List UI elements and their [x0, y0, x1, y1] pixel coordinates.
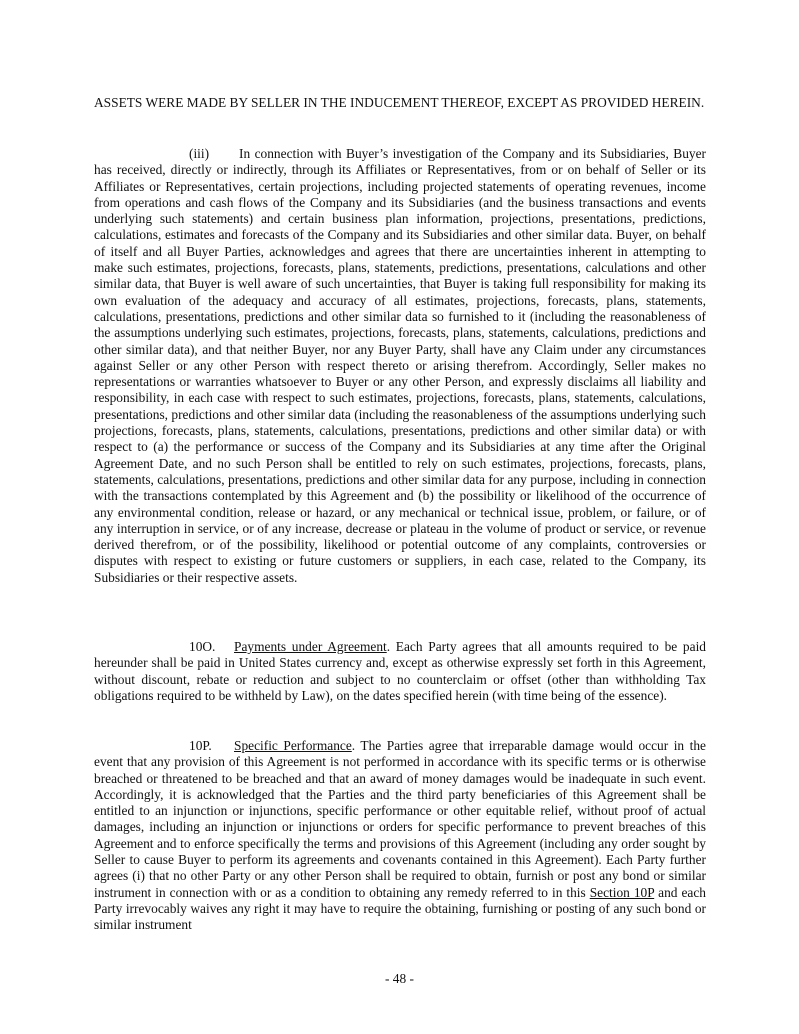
section-text-continued: and each Party irrevocably waives any right it may have to require the obtaining, furnishing or posting of any such bond or similar instrument [94, 884, 706, 933]
page-number: - 48 - [384, 971, 414, 986]
continuation-paragraph [94, 95, 706, 111]
clause-iii [94, 146, 706, 586]
section-10o-paragraph [94, 639, 706, 704]
section-number: 10P. [189, 738, 212, 753]
section-cross-reference: Section 10P [589, 884, 655, 900]
section-10o [94, 639, 706, 704]
clause-iii-paragraph [94, 146, 706, 586]
section-text: . The Parties agree that irreparable damage would occur in the event that any provision of this Agreement is not performed in accordance with its specific terms or is otherwise breached or threatened to be breached and that an award of money damages would be inadequate in such event. Accordingly, it is acknowledged that the Parties and the third party beneficiaries of this Agreement shall be entitled to an injunction or injunctions, specific performance or other equitable relief, without proof of actual damages, including an injunction or injunctions or orders for specific performance to prevent breaches of this Agreement and to enforce specifically the terms and provisions of this Agreement (including any order sought by Seller to cause Buyer to perform its agreements and covenants contained in this Agreement). Each Party further agrees (i) that no other Party or any other Person shall be required to obtain, furnish or post any bond or similar instrument in connection with or as a condition to obtaining any remedy referred to in this [94, 738, 706, 900]
continuation-text: ASSETS WERE MADE BY SELLER IN THE INDUCEMENT THEREOF, EXCEPT AS PROVIDED HEREIN. [94, 95, 705, 110]
section-10p [94, 738, 706, 934]
section-heading: Specific Performance [234, 738, 352, 753]
clause-number: (iii) [189, 146, 210, 161]
section-text: . Each Party agrees that all amounts required to be paid hereunder shall be paid in United States currency and, except as otherwise expressly set forth in this Agreement, without discount, rebate or reduction and subject to no counterclaim or offset (other than withholding Tax obligations required to be withheld by Law), on the dates specified herein (with time being of the essence). [94, 639, 706, 703]
section-10p-paragraph [94, 738, 706, 934]
clause-text: In connection with Buyer’s investigation of the Company and its Subsidiaries, Buyer has received, directly or indirectly, through its Affiliates or Representatives, from or on behalf of Seller or its Affiliates or Representatives, certain projections, including projected statements of operating revenues, income from operations and cash flows of the Company and its Subsidiaries (and the business transactions and events underlying such statements) and certain business plan information, projections, presentations, predictions, calculations, estimates and forecasts of the Company and its Subsidiaries and other similar data. Buyer, on behalf of itself and all Buyer Parties, acknowledges and agrees that there are uncertainties inherent in attempting to make such estimates, projections, forecasts, plans, statements, predictions, presentations, calculations and other similar data, that Buyer is well aware of such uncertainties, that Buyer is taking full responsibility for making its own evaluation of the adequacy and accuracy of all estimates, projections, forecasts, plans, statements, calculations, presentations, predictions and other similar data so furnished to it (including the reasonableness of the assumptions underlying such estimates, projections, forecasts, plans, statements, calculations, predictions and other similar data), and that neither Buyer, nor any Buyer Party, shall have any Claim under any circumstances against Seller or any other Person with respect thereto or arising therefrom. Accordingly, Seller makes no representations or warranties whatsoever to Buyer or any other Person, and expressly disclaims all liability and responsibility, in each case with respect to such estimates, projections, forecasts, plans, statements, calculations, presentations, predictions and other similar data (including the reasonableness of the assumptions underlying such projections, forecasts, plans, statements, calculations, presentations, predictions and other similar data) or with respect to (a) the performance or success of the Company and its Subsidiaries at any time after the Original Agreement Date, and no such Person shall be entitled to rely on such estimates, projections, forecasts, plans, statements, calculations, presentations, predictions and other similar data for any purpose, including in connection with the transactions contemplated by this Agreement and (b) the possibility or likelihood of the occurrence of any environmental condition, release or hazard, or any mechanical or technical issue, problem, or failure, or of any interruption in service, or of any increase, decrease or plateau in the volume of product or service, or revenue derived therefrom, or of the possibility, likelihood or potential outcome of any complaints, controversies or disputes with respect to existing or future customers or suppliers, in each case, related to the Company, its Subsidiaries or their respective assets. [94, 146, 706, 585]
section-heading: Payments under Agreement [234, 639, 387, 654]
section-number: 10O. [189, 639, 216, 654]
